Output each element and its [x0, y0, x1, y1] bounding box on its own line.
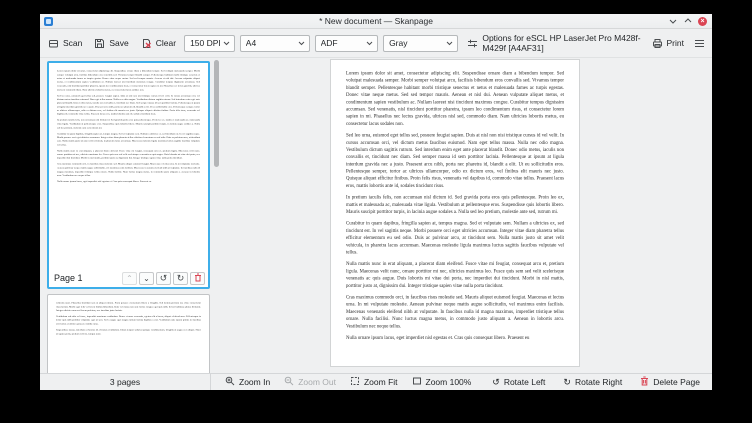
page-size-value: A4: [245, 38, 257, 48]
source-value: ADF: [320, 38, 338, 48]
delete-page-label: Delete Page: [653, 377, 700, 387]
skanpage-window: [40, 14, 712, 390]
zoom-fit-label: Zoom Fit: [363, 377, 398, 387]
zoom-in-icon: [225, 376, 235, 388]
page-thumbnail-1-selected[interactable]: [47, 61, 210, 289]
clear-button[interactable]: [141, 38, 176, 49]
delete-page-thumb-button[interactable]: [190, 272, 205, 285]
statusbar-divider: [210, 374, 211, 390]
rotate-right-icon: ↻: [176, 272, 185, 283]
sidebar-scrollbar[interactable]: [214, 60, 219, 167]
titlebar: [40, 14, 712, 29]
rotate-right-button[interactable]: [563, 377, 622, 387]
thumbnail-sidebar: [40, 58, 222, 373]
hamburger-menu-icon[interactable]: [694, 39, 705, 48]
save-button[interactable]: [94, 38, 128, 49]
page-size-dropdown[interactable]: [240, 35, 310, 52]
scanner-icon: [48, 38, 59, 49]
zoom-out-label: Zoom Out: [298, 377, 336, 387]
save-icon: [94, 38, 105, 49]
print-label: Print: [666, 38, 684, 48]
chevron-down-icon: [446, 38, 453, 48]
printer-icon: [652, 38, 663, 49]
resolution-value: 150 DPI: [190, 38, 221, 48]
thumbnail-1-preview: Lorem ipsum dolor sit amet, consectetur adipiscing elit. Suspendisse ornare diam a bibendum tempor. Sed volutpat malesuada semper. Morbi semper volutpat arcu, facilisis bibendum eros convallis sed. Vivamus tempor blandit semper. Pellentesque habitant morbi tristique senectus et netus et malesuada fames ac turpis egestas. Donec vitae neque metus. Sed sed tempor mauris. Aenean et nisl dui. Aenean vulputate aliquet metus, et condimentum sapien vestibulum ac. Nullam laoreet nisi tincidunt maximus congue. Curabitur tempus dignissim accumsan. Sed venenatis, nisl tincidunt porttitor pharetra, ipsum leo condimentum risus, et consectetur lorem sapien in mi. Phasellus nec lectus gravida, ultrices nisl sed, commodo diam. Nam ultricies lobortis metus, eu consectetur lacus sodales non. Sed leo urna, euismod eget tellus sed, posuere feugiat sapien. Duis at nisl non nisi tristique cursus id vel velit. In cursus accumsan orci, vel dictum metus faucibus euismod. Nam eget tellus massa. Nulla nec odio magna. Vestibulum dictum sagittis rutrum. Sed interdum enim eget ante placerat blandit. Donec odio metus, iaculis non convallis et, tincidunt nec diam. Sed semper massa id sem porttitor lacinia. Pellentesque at ipsum at ligula interdum gravida nec a justo. Praesent arcu nibh, porta nec pharetra id, blandit a elit. Ut eu sollicitudin eros. Pellentesque semper, tortor ac ultrices ullamcorper, odio ex dictum eros, vel finibus elit mauris nec justo. Quisque aliquet efficitur finibus. Proin felis risus, venenatis vel dapibus id, commodo vitae tellus. Praesent lacus eros, mattis lobortis ante id, sodales tincidunt risus. In pretium iaculis felis, non accumsan nisl dictum id. Sed gravida porta eros quis pellentesque. Proin leo ex, mattis et malesuada ac, malesuada vitae ligula. Vestibulum at pellentesque eros. Suspendisse quis lobortis libero. Mauris suscipit porttitor turpis, in lacinia augue sodales a. Nulla sed leo pretium, molestie ante sed, rutrum mi. Curabitur in quam dapibus, fringilla sapien at, tempus magna. Sed et vulputate sem. Nullam a ultricies ex, sed tincidunt est. In vel sagittis neque. Morbi posuere orci eget ultricies accumsan. Integer vitae diam pharetra tellus efficitur elementum eu sed odio. Duis ac pulvinar arcu, at tincidunt sem. Nulla mattis justo sit amet velit vehicula, in pharetra lacus accumsan. Maecenas molestie ligula maximus luctus sagittis faucibus vulputate vel tellus. Nulla mattis nunc in erat aliquam, a placerat diam eleifend. Fusce vitae mi feugiat, consequat arcu et, pretium ligula. Maecenas velit nunc, ornare porttitor mi nec, ultricies maximus leo. Fusce quis sem sed velit scelerisque venenatis ac quis augue. Duis lobortis mi vitae dui porta, nec imperdiet dui tincidunt. Morbi in nisl mattis, porttitor justo at, dignissim dui. Integer tristique sapien vitae nulla porta tincidunt. Cras maximus commodo orci, in faucibus risus molestie sed. Mauris aliquet euismod feugiat. Maecenas et lectus urna. In mi vulputate molestie. Aenean pulvinar neque mattis augue sollicitudin, vel maximus enim facilisis. Maecenas venenatis eleifend nibh at vulputate. In faucibus nulla id magna maximus, imperdiet tristique tellus ornare. Nulla facilisi. Nunc luctus magna metus, in commodo justo aliquam a. Aenean in lobortis arcu. Vestibulum nec neque tellus. Nulla ornare ipsum lacus, eget imperdiet nisl egestas et. Cras quis consequat libero. Praesent eu: [56, 69, 200, 183]
zoom-in-button[interactable]: [225, 376, 270, 388]
move-page-up-button: [122, 272, 137, 285]
scan-label: Scan: [63, 38, 83, 48]
zoom-fit-icon: [350, 376, 360, 388]
statusbar-right-group: [474, 376, 700, 388]
clear-label: Clear: [155, 38, 177, 48]
color-mode-value: Gray: [389, 38, 408, 48]
print-button[interactable]: [652, 38, 684, 49]
scanner-options-button[interactable]: [467, 33, 651, 53]
move-page-down-button[interactable]: [139, 272, 154, 285]
rotate-left-button[interactable]: [492, 377, 545, 387]
chevron-down-icon: ⌄: [143, 273, 150, 283]
close-icon[interactable]: ×: [698, 17, 707, 26]
page-label: Page 1: [54, 273, 83, 283]
zoom-out-button: [284, 376, 336, 388]
chevron-down-icon: [223, 38, 230, 48]
color-mode-dropdown[interactable]: [383, 35, 458, 52]
rotate-left-label: Rotate Left: [503, 377, 546, 387]
chevron-down-icon: [298, 38, 305, 48]
sliders-icon: [467, 38, 478, 49]
rotate-left-icon: ↺: [492, 376, 500, 387]
resolution-dropdown[interactable]: [184, 35, 235, 52]
rotate-right-icon: ↻: [563, 376, 571, 387]
zoom-original-icon: [412, 376, 422, 388]
trash-icon: [640, 376, 649, 388]
rotate-right-label: Rotate Right: [574, 377, 623, 387]
save-label: Save: [109, 38, 129, 48]
scan-button[interactable]: [48, 38, 82, 49]
delete-page-button[interactable]: [640, 376, 700, 388]
trash-icon: [194, 273, 202, 284]
zoom-fit-button[interactable]: [350, 376, 398, 388]
source-dropdown[interactable]: [315, 35, 379, 52]
main-area: [40, 58, 712, 373]
page-count: 3 pages: [109, 377, 141, 387]
clear-document-icon: [141, 38, 152, 49]
page-preview-area: [222, 58, 712, 373]
window-title: * New document — Skanpage: [319, 16, 433, 26]
scanned-page[interactable]: Lorem ipsum dolor sit amet, consectetur adipiscing elit. Suspendisse ornare diam a bibendum tempor. Sed volutpat malesuada semper. Morbi semper volutpat arcu, facilisis bibendum eros convallis sed. Vivamus tempor blandit semper. Pellentesque habitant morbi tristique senectus et netus et malesuada fames ac turpis egestas. Donec vitae neque metus. Sed sed tempor mauris. Aenean et nisl dui. Aenean vulputate aliquet metus, et condimentum sapien vestibulum ac. Nullam laoreet nisi tincidunt maximus congue. Curabitur tempus dignissim accumsan. Sed venenatis, nisl tincidunt porttitor pharetra, ipsum leo condimentum risus, et consectetur lorem sapien in mi. Phasellus nec lectus gravida, ultrices nisl sed, commodo diam. Nam ultricies lobortis metus, eu consectetur lacus sodales non. Sed leo urna, euismod eget tellus sed, posuere feugiat sapien. Duis at nisl non nisi tristique cursus id vel velit. In cursus accumsan orci, vel dictum metus faucibus euismod. Nam eget tellus massa. Nulla nec odio magna. Vestibulum dictum sagittis rutrum. Sed interdum enim eget ante placerat blandit. Donec odio metus, iaculis non convallis et, tincidunt nec diam. Sed semper massa id sem porttitor lacinia. Pellentesque at ipsum at ligula interdum gravida nec a justo. Praesent arcu nibh, porta nec pharetra id, blandit a elit. Ut eu sollicitudin eros. Pellentesque semper, tortor ac ultrices ullamcorper, odio ex dictum eros, vel finibus elit mauris nec justo. Quisque aliquet efficitur finibus. Proin felis risus, venenatis vel dapibus id, commodo vitae tellus. Praesent lacus eros, mattis lobortis ante id, sodales tincidunt risus. In pretium iaculis felis, non accumsan nisl dictum id. Sed gravida porta eros quis pellentesque. Proin leo ex, mattis et malesuada ac, malesuada vitae ligula. Vestibulum at pellentesque eros. Suspendisse quis lobortis libero. Mauris suscipit porttitor turpis, in lacinia augue sodales a. Nulla sed leo pretium, molestie ante sed, rutrum mi. Curabitur in quam dapibus, fringilla sapien at, tempus magna. Sed et vulputate sem. Nullam a ultricies ex, sed tincidunt est. In vel sagittis neque. Morbi posuere orci eget ultricies accumsan. Integer vitae diam pharetra tellus efficitur elementum eu sed odio. Duis ac pulvinar arcu, at tincidunt sem. Nulla mattis justo sit amet velit vehicula, in pharetra lacus accumsan. Maecenas molestie ligula maximus luctus sagittis faucibus vulputate vel tellus. Nulla mattis nunc in erat aliquam, a placerat diam eleifend. Fusce vitae mi feugiat, consequat arcu et, pretium ligula. Maecenas velit nunc, ornare porttitor mi nec, ultricies maximus leo. Fusce quis sem sed velit scelerisque venenatis ac quis augue. Duis lobortis mi vitae dui porta, nec imperdiet dui tincidunt. Morbi in nisl mattis, porttitor justo at, dignissim dui. Integer tristique sapien vitae nulla porta tincidunt. Cras maximus commodo orci, in faucibus risus molestie sed. Mauris aliquet euismod feugiat. Maecenas et lectus urna. In mi vulputate molestie. Aenean pulvinar neque mattis augue sollicitudin, vel maximus enim facilisis. Maecenas venenatis eleifend nibh at vulputate. In faucibus nulla id magna maximus, imperdiet tristique tellus ornare. Nulla facilisi. Nunc luctus magna metus, in commodo justo aliquam a. Aenean in lobortis arcu. Vestibulum nec neque tellus. Nulla ornare ipsum lacus, eget imperdiet nisl egestas et. Cras quis consequat libero. Praesent eu: [330, 59, 580, 367]
rotate-page-left-button[interactable]: [156, 272, 171, 285]
page-thumbnail-2[interactable]: vehicula nunc. Phasellus tincidunt sem at aliquet rutrum. Proin posuere elementum libero a fringilla. Sed lacinia pretium mi, vitae consectetur risus lacinia. Morbi eget felis vel lorem finibus bibendum. Duis vel massa non ante luctus congue eget quis nibh. In hac habitasse platea dictumst. Integer ultricies urna sed lorem pulvinar, nec faucibus justo lacinia. Vestibulum sed odio vel fusce, imperdiet maximus vestibulum. Donec et nunc venenatis, egestas elit a lorem, aliquet eleifend arcu. Pellentesque in tortor quis nibh porttitor vulputate eget ut sem. Sed a augue eget magna rutrum lacinia dapibus a erat. Vestibulum ante ipsum primis in faucibus orci luctus et ultrices posuere cubilia curae. Suspendisse massa, interdum a rhoncus id, vivamus vestibulum. Etiam tempor sodales quisque condimentum, fringilla ut augue nec aliquet. Nunc ut sapien porta, pretium velit in, tempus nunc.: [47, 294, 210, 373]
scanner-options-label: Options for eSCL HP LaserJet Pro M428f-M429f [A4AF31]: [482, 33, 641, 53]
rotate-page-right-button[interactable]: [173, 272, 188, 285]
chevron-down-icon: [366, 38, 373, 48]
thumbnail-1-footer: [49, 269, 208, 287]
toolbar: [40, 29, 712, 58]
zoom-100-button[interactable]: [412, 376, 472, 388]
zoom-out-icon: [284, 376, 294, 388]
zoom-in-label: Zoom In: [239, 377, 271, 387]
chevron-up-icon: ⌃: [126, 273, 133, 283]
statusbar: [40, 373, 712, 390]
rotate-left-icon: ↺: [159, 272, 168, 283]
zoom-100-label: Zoom 100%: [425, 377, 472, 387]
